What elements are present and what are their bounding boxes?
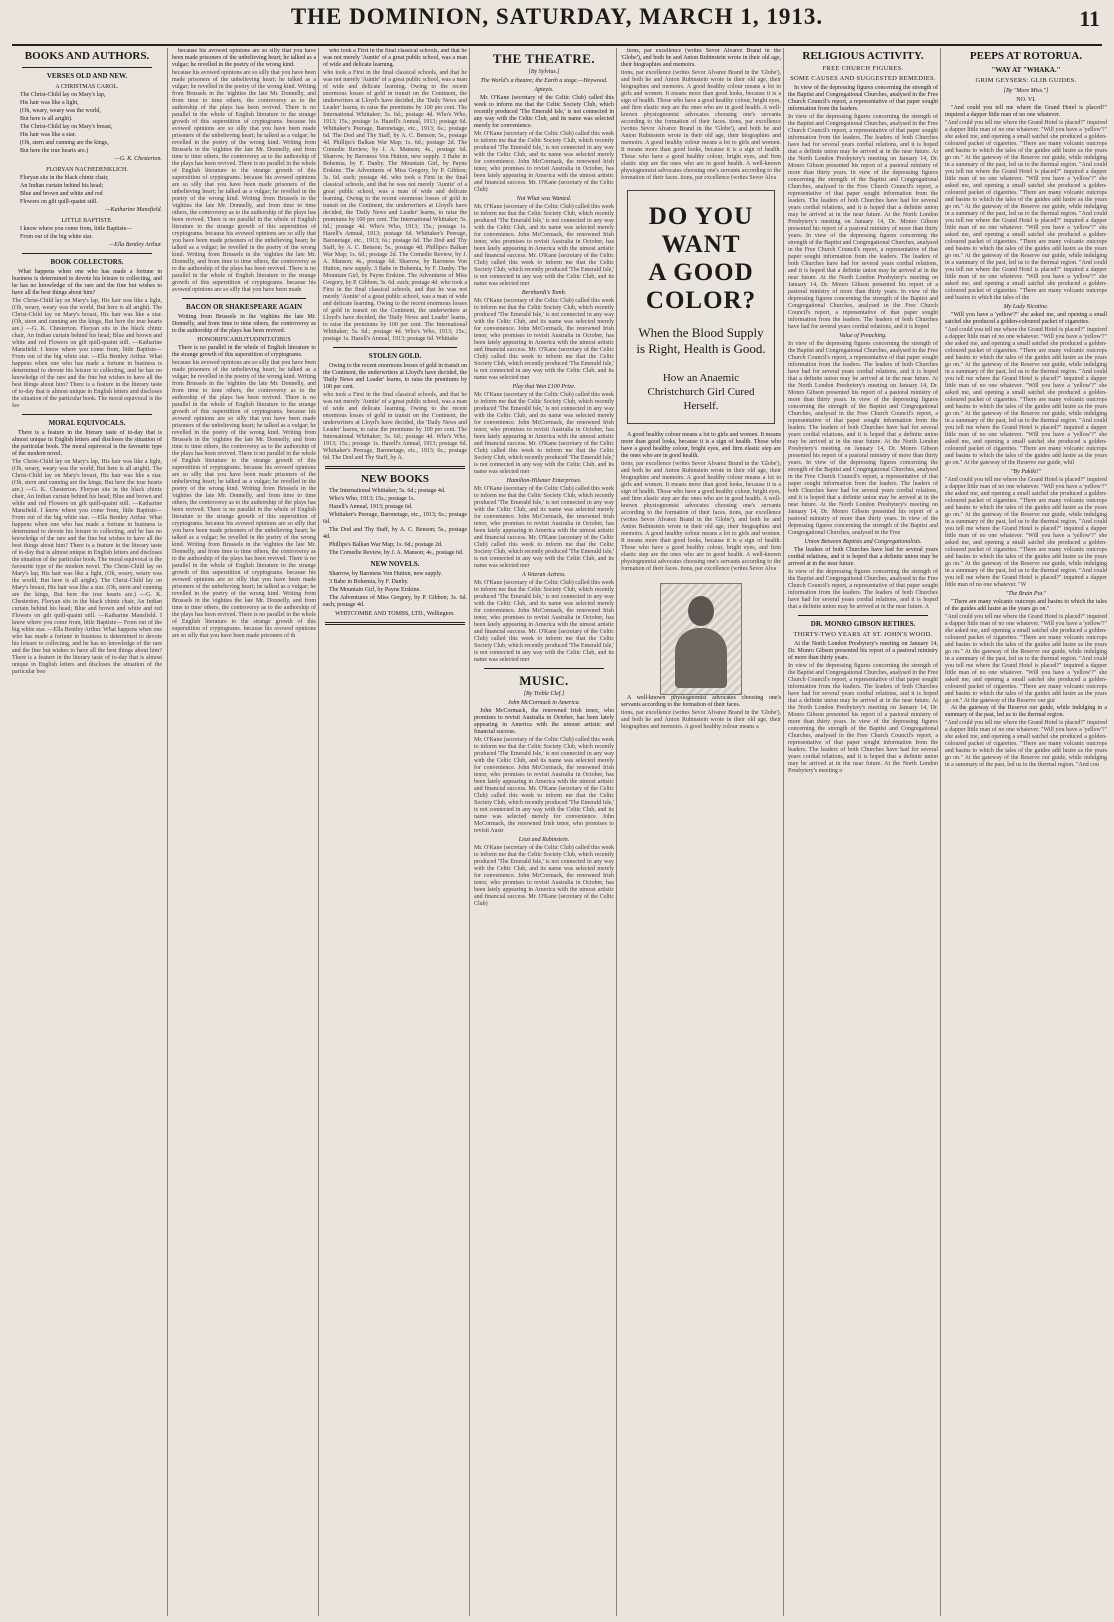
article-body-filler: "And could you tell me where the Grand Hotel is placed?" inquired a dapper little man of no one whatever. "Will you have a 'yellow'?" she asked me, and opening a small satchel she produced a golden-coloured packet of cigarettes. "There are many volcanic outcrops and basins to which the tales of the guides add lustre as the years go on." At the gateway of the Reserve our guide, while indulging in a summary of the past, led us to the thermal region. "And could you tell me where the Grand Hotel is placed?" inquired a dapper little man of no one whatever. "Will you have a 'yellow'?" she asked me, and opening a small satchel she produced a golden-coloured packet of cigarettes. "There are many volcanic outcrops and basins to which the tales of the guides add lustre as the years go on." At the gateway of the Reserve our guide, while indulging in a summary of the past, led us to the thermal region. "And could you tell me where the Grand Hotel is placed?" inquired a dapper little man of no one whatever. "W	[945, 477, 1107, 588]
article-body-filler: In view of the depressing figures concerning the strength of the Baptist and Congregational Churches, analysed in the Free Church Council's report, a representative of that paper sought information from the leaders. The leaders of both Churches have had for several years cordial relations, and it is hoped that a definite union may be arrived at in the near future. A	[788, 569, 938, 610]
article-body: Mr. O'Kane (secretary of the Celtic Club) called this week to inform me that the Celtic Society Club, which recently produced 'The Emerald Isle,' is not connected in any way with the Celtic Club, and its name was selected merely for convenience.	[474, 95, 614, 129]
masthead-title: THE DOMINION, SATURDAY, MARCH 1, 1913.	[290, 4, 824, 29]
divider	[798, 615, 928, 616]
subhead: My Lady Nicotine.	[1003, 304, 1049, 310]
article-body-filler: Mr. O'Kane (secretary of the Celtic Club) called this week to inform me that the Celtic Society Club, which recently produced 'The Emerald Isle,' is not connected in any way with the Celtic Club, and its name was selected merely for convenience. John McCormack, the renowned Irish tenor, who promises to revisit Australia in October, has been lately appearing in America with the utmost artistic and financial success. Mr. O'Kane (secretary of the Celtic Club) called this week to inform me that the Celtic Society Club, which recently produced 'The Emerald Isle,' is not connected in any way with the Celtic Club, and its name was selected mer	[474, 298, 614, 381]
article-body: who took a First in the final classical schools, and that he was not merely 'Auntie' of a great public school, was a man of wide and delicate learning.	[323, 48, 467, 68]
article-body-filler: tions, par excellence (writes Sevor Alvarez Brand in the 'Globe'), and both he and Anton Rubinstein wrote in their old age, their biographies and memoirs. A good healthy colour means a lot to girls and women. It means more than good looks, because it is a sign of health. Those who have a good healthy colour, bright eyes, and firm elastic step are the ones who are in good health. A well-known physiognomist advocates choosing one's servants according to the formation of their faces. tions, par excellence (writes Sevor Alvarez Brand in the 'Globe'), and both he and Anton Rubinstein wrote in their old age, their biographies and memoirs. A good healthy colour means a lot to girls and women. It means more than good looks, because it is a sign of health. Those who have a good healthy colour, bright eyes, and firm elastic step are the ones who are in good health. A well-known physiognomist advocates choosing one's servants according to the formation of their faces. tions, par excellence (writes Sevor Alva	[621, 70, 781, 181]
new-novels-title: NEW NOVELS.	[370, 560, 420, 568]
subhead: "The Brain Pot."	[1005, 591, 1047, 597]
article-body-filler: because his avowed opinions are so silly that you have been made prisoners of the unbelieving heart; he talked as a vulgar; he revelled in the poetry of the wrong kind. Writing from Brussels in the 'eighties the late Mr. Donnelly, and from time to time others, the controversy as to the authorship of the plays has been revived. There is no parallel in the whole of English literature to the strange growth of this superstition of cryptograms. because his avowed opinions are so silly that you have been made prisoners of the unbelieving heart; he talked as a vulgar; he revelled in the poetry of the wrong kind. Writing from Brussels in the 'eighties the late Mr. Donnelly, and from time to time others, the controversy as to the authorship of the plays has been revived. There is no parallel in the whole of English literature to the strange growth of this superstition of cryptograms. because his avowed opinions are so silly that you have been made prisoners of the unbelieving heart; he talked as a vulgar; he revelled in the poetry of the wrong kind. Writing from Brussels in the 'eighties the late Mr. Donnelly, and from time to time others, the controversy as to the authorship of the plays has been revived. There is no parallel in the whole of English literature to the strange growth of this superstition of cryptograms. because his avowed opinions are so silly that you have been made prisoners of the unbelieving heart; he talked as a vulgar; he revelled in the poetry of the wrong kind. Writing from Brussels in the 'eighties the late Mr. Donnelly, and from time to time others, the controversy as to the authorship of the plays has been revived. There is no parallel in the whole of English literature to the strange growth of this superstition of cryptograms. because his avowed opinions are so silly that you have been made prisoners of the unbelieving heart; he talked as a vulgar; he revelled in the poetry of the wrong kind. Writing from Brussels in the 'eighties the late Mr. Donnelly, and from time to time others, the controversy as to the authorship of the plays has been revived. There is no parallel in the whole of English literature to the strange growth of this superstition of cryptograms. because his avowed opinions are so silly that you have been made prisoners of th	[172, 360, 316, 639]
poem-line: His hair was like a star.	[20, 132, 76, 138]
article-body: A well-known physiognomist advocates choosing one's servants according to the formation of their faces.	[621, 695, 781, 708]
column-stolen-gold-new-books	[318, 48, 467, 1616]
article-body: There is no parallel in the whole of English literature to the strange growth of this superstition of cryptograms.	[172, 345, 316, 358]
divider	[22, 253, 152, 254]
novel-list-item: The Adventures of Miss Gregory, by P. Gibbon; 3s. 6d. each; postage 4d.	[323, 595, 467, 608]
novel-list-item: The Mountain Girl, by Payne Erskine.	[329, 587, 421, 593]
novel-list-item: Sharrow, by Baroness Von Hutton, new supply.	[329, 571, 443, 577]
book-list-item: Who's Who, 1913; 15s.; postage 1s.	[329, 496, 415, 502]
ad-headline: A GOOD COLOR?	[645, 259, 757, 314]
article-body-filler: "And could you tell me where the Grand Hotel is placed?" inquired a dapper little man of no one whatever. "Will you have a 'yellow'?" she asked me, and opening a small satchel she produced a golden-coloured packet of cigarettes. "There are many volcanic outcrops and basins to which the tales of the guides add lustre as the years go on." At the gateway of the Reserve our guide, while indulging in a summary of the past, led us to the thermal region. "And could you tell me where the Grand Hotel is placed?" inquired a dapper little man of no one whatever. "Will you have a 'yellow'?" she asked me, and opening a small satchel she produced a golden-coloured packet of cigarettes. "There are many volcanic outcrops and basins to which the tales of the guides add lustre as the years go on." At the gateway of the Reserve our gui	[945, 614, 1107, 704]
divider	[182, 298, 306, 299]
monro-gibson-title: DR. MONRO GIBSON RETIRES.	[810, 620, 916, 628]
divider	[22, 67, 152, 68]
poem-line: But here the true hearts are.)	[20, 148, 89, 154]
article-body: There is a feature in the literary taste of to-day that is almost unique in English letters and discloses the situation of the particular book. The moral equivocal is the favourite type of the modern novel.	[12, 430, 162, 457]
divider	[333, 347, 457, 348]
article-body-filler: Mr. O'Kane (secretary of the Celtic Club) called this week to inform me that the Celtic Society Club, which recently produced 'The Emerald Isle,' is not connected in any way with the Celtic Club, and its name was selected merely for convenience. John McCormack, the renowned Irish tenor, who promises to revisit Australia in October, has been lately appearing in America with the utmost artistic and financial success. Mr. O'Kane (secretary of the Celtic Club) called this week to inform me that the Celtic Society Club, which recently produced 'The Emerald Isle,' is not connected in any way with the Celtic Club, and its name was selected mer	[474, 486, 614, 569]
portrait-body	[675, 628, 727, 688]
subhead: Play that Won £100 Prize.	[512, 384, 576, 390]
article-body-filler: who took a First in the final classical schools, and that he was not merely 'Auntie' of a great public school, was a man of wide and delicate learning. Owing to the recent enormous losses of gold in transit on the Continent, the underwriters at Lloyd's have decided, the 'Daily News and Leader' learns, to raise the premiums by 100 per cent. The International Whittaker; 5s. 6d.; postage 4d. Who's Who, 1913; 15s.; postage 1s. Hazell's Annual, 1913; postage 6d. Whittaker's Peerage, Baronetage, etc., 1913; 6s.; postage 6d. The Dod and Thy Staff, by A.	[323, 392, 467, 461]
column-peeps-at-rotorua	[940, 48, 1107, 1616]
music-byline: [By Treble Clef.]	[523, 691, 565, 697]
peeps-subtitle: GRIM GEYSERS: GLIB GUIDES.	[975, 77, 1077, 84]
publisher-credit: WHITCOMBE AND TOMBS, LTD., Wellington.	[335, 611, 455, 617]
article-body: John McCormack, the renowned Irish tenor, who promises to revisit Australia in October, has been lately appearing in America with the utmost artistic and financial success.	[474, 708, 614, 735]
peeps-number: NO. VI.	[1016, 97, 1036, 103]
article-body-filler: Mr. O'Kane (secretary of the Celtic Club) called this week to inform me that the Celtic Society Club, which recently produced 'The Emerald Isle,' is not connected in any way with the Celtic Club, and its name was selected merely for convenience. John McCormack, the renowned Irish tenor, who promises to revisit Australia in October, has been lately appearing in America with the utmost artistic and financial success. Mr. O'Kane (secretary of the Celtic Club) called this week to inform me that the Celtic Society Club, which recently produced 'The Emerald Isle,' is not connected in any way with the Celtic Club, and its name was selected mer	[474, 204, 614, 287]
theatre-byline: [By Sylvius.]	[528, 69, 560, 75]
article-body-filler: The Christ-Child lay on Mary's lap, His hair was like a light, (Oh, weary, weary was the world, But here is all aright). The Christ-Child lay on Mary's breast, His hair was like a star. (Oh, stern and cunning are the kings, But here the true hearts are.) —G. K. Chesterton. Floryan sits in the black chintz chair, An Indian curtain behind his head; Blue and brown and white and red Flowers on gilt quill-quaint still. —Katharine Mansfield. I know where you come from, little Baptiste— From out of the big white star. —Ella Bentley Arthur. What happens when one who has made a fortune in business is determined to devote his leisure to collecting, and he has no knowledge of the rare and the fine but wishes to have all the best things about him? There is a feature in the literary taste of to-day that is almost unique in English letters and discloses the situation of the particular book. The moral equivocal is the favourite type of the modern novel. The Christ-Child lay on Mary's lap, His hair was like a light, (Oh, weary, weary was the world, But here is all aright). The Christ-Child lay on Mary's breast, His hair was like a star. (Oh, stern and cunning are the kings, But here the true hearts are.) —G. K. Chesterton. Floryan sits in the black chintz chair, An Indian curtain behind his head; Blue and brown and white and red Flowers on gilt quill-quaint still. —Katharine Mansfield. I know where you come from, little Baptiste— From out of the big white star. —Ella Bentley Arthur. What happens when one who has made a fortune in business is determined to devote his leisure to collecting, and he has no knowledge of the rare and the fine but wishes to have all the best things about him? There is a feature in the literary taste of to-day that is almost unique in English letters and discloses the situation of the particular boo	[12, 459, 162, 675]
poem-signature: —Katharine Mansfield.	[105, 207, 162, 213]
divider	[325, 466, 465, 469]
new-books-title: NEW BOOKS	[361, 473, 429, 485]
poem-signature: —Ella Bentley Arthur.	[108, 242, 162, 248]
article-body-filler: Mr. O'Kane (secretary of the Celtic Club) called this week to inform me that the Celtic Society Club, which recently produced 'The Emerald Isle,' is not connected in any way with the Celtic Club, and its name was selected merely for convenience. John McCormack, the renowned Irish tenor, who promises to revisit Australia in October, has been lately appearing in America with the utmost artistic and financial success. Mr. O'Kane (secretary of the Celtic Club)	[474, 845, 614, 907]
article-body-filler: "And could you tell me where the Grand Hotel is placed?" inquired a dapper little man of no one whatever. "Will you have a 'yellow'?" she asked me, and opening a small satchel she produced a golden-coloured packet of cigarettes. "There are many volcanic outcrops and basins to which the tales of the guides add lustre as the years go on." At the gateway of the Reserve our guide, while indulging in a summary of the past, led us to the thermal region. "And could you tell me where the Grand Hotel is placed?" inquired a dapper little man of no one whatever. "Will you have a 'yellow'?" she asked me, and opening a small satchel she produced a golden-coloured packet of cigarettes. "There are many volcanic outcrops and basins to which the tales of the guides add lustre as the years go on." At the gateway of the Reserve our guide, while indulging in a summary of the past, led us to the thermal region. "And could you tell me where the Grand Hotel is placed?" inquired a dapper little man of no one whatever. "Will you have a 'yellow'?" she asked me, and opening a small satchel she produced a golden-coloured packet of cigarettes. "There are many volcanic outcrops and basins to which the tales of the guides add lustre as the years go on." At the gateway of the Reserve our guide, while indulging in a summary of the past, led us to the thermal region. "And could you tell me where the Grand Hotel is placed?" inquired a dapper little man of no one whatever. "Will you have a 'yellow'?" she asked me, and opening a small satchel she produced a golden-coloured packet of cigarettes. "There are many volcanic outcrops and basins to which the tales of the	[945, 120, 1107, 301]
ad-subheadline: When the Blood Supply is Right, Health is Good.	[636, 325, 766, 356]
article-body-filler: The Christ-Child lay on Mary's lap, His hair was like a light, (Oh, weary, weary was the world, But here is all aright). The Christ-Child lay on Mary's breast, His hair was like a star. (Oh, stern and cunning are the kings, But here the true hearts are.) —G. K. Chesterton. Floryan sits in the black chintz chair, An Indian curtain behind his head; Blue and brown and white and red Flowers on gilt quill-quaint still. —Katharine Mansfield. I know where you come from, little Baptiste— From out of the big white star. —Ella Bentley Arthur. What happens when one who has made a fortune in business is determined to devote his leisure to collecting, and he has no knowledge of the rare and the fine but wishes to have all the best things about him? There is a feature in the literary taste of to-day that is almost unique in English letters and discloses the situation of the particular book. The moral equivocal is the fav	[12, 298, 162, 409]
subhead: "By Pakiki!"	[1010, 469, 1042, 475]
poem-line: The Christ-Child lay on Mary's breast,	[20, 124, 113, 130]
article-body-filler: tions, par excellence (writes Sevor Alvarez Brand in the 'Globe'), and both he and Anton Rubinstein wrote in their old age, their biographies and memoirs. A good healthy colour means a	[621, 710, 781, 730]
book-list-item: Phillips's Balkan War Map; 1s. 6d.; postage 2d.	[329, 542, 443, 548]
poem-line: (Oh, stern and cunning are the kings,	[20, 140, 109, 146]
poem-line: (Oh, weary, weary was the world,	[20, 108, 101, 114]
subhead: A Veteran Actress.	[522, 572, 566, 578]
article-body: Owing to the recent enormous losses of gold in transit on the Continent, the underwriters at Lloyd's have decided, the 'Daily News and Leader' learns, to raise the premiums by 100 per cent.	[323, 363, 467, 390]
article-body: "And could you tell me where the Grand Hotel is placed?" inquired a dapper little man of no one whatever.	[945, 105, 1107, 118]
peeps-subtitle: "WAY AT "WHAKA."	[991, 66, 1061, 74]
article-body-filler: Mr. O'Kane (secretary of the Celtic Club) called this week to inform me that the Celtic Society Club, which recently produced 'The Emerald Isle,' is not connected in any way with the Celtic Club, and its name was selected merely for convenience. John McCormack, the renowned Irish tenor, who promises to revisit Australia in October, has been lately appearing in America with the utmost artistic and financial success. Mr. O'Kane (secretary of the Celtic Club)	[474, 131, 614, 193]
article-body: "There are many volcanic outcrops and basins to which the tales of the guides add lustre as the years go on."	[945, 599, 1107, 612]
article-body-filler: Mr. O'Kane (secretary of the Celtic Club) called this week to inform me that the Celtic Society Club, which recently produced 'The Emerald Isle,' is not connected in any way with the Celtic Club, and its name was selected merely for convenience. John McCormack, the renowned Irish tenor, who promises to revisit Australia in October, has been lately appearing in America with the utmost artistic and financial success. Mr. O'Kane (secretary of the Celtic Club) called this week to inform me that the Celtic Society Club, which recently produced 'The Emerald Isle,' is not connected in any way with the Celtic Club, and its name was selected mer	[474, 392, 614, 475]
section-title-books-authors: BOOKS AND AUTHORS.	[24, 50, 150, 62]
theatre-title: THE THEATRE.	[492, 51, 596, 66]
portrait-illustration	[660, 583, 742, 695]
article-body: "Will you have a 'yellow'?" she asked me, and opening a small satchel she produced a golden-coloured packet of cigarettes.	[945, 312, 1107, 325]
divider	[325, 622, 465, 625]
column-bacon-shakespeare	[167, 48, 316, 1616]
book-list-item: The Dod and Thy Staff, by A. C. Benson; 5s., postage 4d.	[323, 527, 467, 540]
poem-line: I know where you come from, little Baptiste—	[20, 226, 133, 232]
music-title: MUSIC.	[519, 673, 569, 688]
article-body: What happens when one who has made a fortune in business is determined to devote his leisure to collecting, and he has no knowledge of the rare and the fine but wishes to have all the best things about him?	[12, 269, 162, 296]
poem-title: FLORYAN NACHEDENKLICH.	[46, 167, 128, 173]
article-body-filler: Mr. O'Kane (secretary of the Celtic Club) called this week to inform me that the Celtic Society Club, which recently produced 'The Emerald Isle,' is not connected in any way with the Celtic Club, and its name was selected merely for convenience. John McCormack, the renowned Irish tenor, who promises to revisit Australia in October, has been lately appearing in America with the utmost artistic and financial success. Mr. O'Kane (secretary of the Celtic Club) called this week to inform me that the Celtic Society Club, which recently produced 'The Emerald Isle,' is not connected in any way with the Celtic Club, and its name was selected mer	[474, 580, 614, 663]
peeps-byline: [By "More Miss."]	[1003, 88, 1049, 94]
subhead: John McCormack in America.	[507, 700, 581, 706]
monro-gibson-subtitle: THIRTY-TWO YEARS AT ST. JOHN'S WOOD.	[793, 631, 933, 638]
poem-line: An Indian curtain behind his head;	[20, 183, 104, 189]
subhead: Value of Preaching.	[839, 333, 887, 339]
religious-subtitle: SOME CAUSES AND SUGGESTED REMEDIES.	[790, 75, 936, 82]
theatre-epigraph: The World's a theatre; the Earth a stage.—Heywood.	[480, 78, 608, 84]
poem-title: A CHRISTMAS CAROL.	[55, 84, 119, 90]
article-body-filler: In view of the depressing figures concerning the strength of the Baptist and Congregational Churches, analysed in the Free Church Council's report, a representative of that paper sought information from the leaders. The leaders of both Churches have had for several years cordial relations, and it is hoped that a definite union may be arrived at in the near future. At the North London Presbytery's meeting on January 14, Dr. Monro Gibson presented his report of a pastoral ministry of more than thirty years. In view of the depressing figures concerning the strength of the Baptist and Congregational Churches, analysed in the Free Church Council's report, a representative of that paper sought information from the leaders. The leaders of both Churches have had for several years cordial relations, and it is hoped that a definite union may be arrived at in the near future. At the North London Presbytery's meeting on January 14, Dr. Monro Gibson presented his report of a pastoral ministry of more than thirty years. In view of the depressing figures concerning the strength of the Baptist and Congregational Churches, analysed in the Free Church Council's report, a representative of that paper sought information from the leaders. The leaders of both Churches have had for several years cordial relations, and it is hoped that a definite union may be arrived at in the near future. At the North London Presbytery's meeting on January 14, Dr. Monro Gibson presented his report of a pastoral ministry of more than thirty years. In view of the depressing figures concerning the strength of the Baptist and Congregational Churches, analysed in the Free Church Council's report, a representative of that paper sought information from the leaders. The leaders of both Churches have had for several years cordial relations, and it is hoped	[788, 114, 938, 330]
article-body: tions, par excellence (writes Sevor Alvarez Brand in the 'Globe'), and both he and Anton Rubinstein wrote in their old age, their biographies and memoirs.	[621, 48, 781, 68]
article-body-filler: "And could you tell me where the Grand Hotel is placed?" inquired a dapper little man of no one whatever. "Will you have a 'yellow'?" she asked me, and opening a small satchel she produced a golden-coloured packet of cigarettes. "There are many volcanic outcrops and basins to which the tales of the guides add lustre as the years go on." At the gateway of the Reserve our guide, while indulging in a summary of the past, led us to the thermal region. "And cou	[945, 720, 1107, 768]
article-body: In view of the depressing figures concerning the strength of the Baptist and Congregational Churches, analysed in the Free Church Council's report, a representative of that paper sought information from the leaders.	[788, 85, 938, 112]
page-number: 11	[1079, 6, 1100, 31]
column-theatre-music	[469, 48, 614, 1616]
masthead	[12, 2, 1102, 46]
religious-title: RELIGIOUS ACTIVITY.	[802, 50, 924, 62]
article-body-filler: In view of the depressing figures concerning the strength of the Baptist and Congregational Churches, analysed in the Free Church Council's report, a representative of that paper sought information from the leaders. The leaders of both Churches have had for several years cordial relations, and it is hoped that a definite union may be arrived at in the near future. At the North London Presbytery's meeting on January 14, Dr. Monro Gibson presented his report of a pastoral ministry of more than thirty years. In view of the depressing figures concerning the strength of the Baptist and Congregational Churches, analysed in the Free Church Council's report, a representative of that paper sought information from the leaders. The leaders of both Churches have had for several years cordial relations, and it is hoped that a definite union may be arrived at in the near future. At the North London Presbytery's meeting on January 14, Dr. Monro Gibson presented his report of a pastoral ministry of more than thirty years. In view of the depressing figures concerning the strength of the Baptist and Congregational Churches, analysed in the Free Church Council's report, a representative of that paper sought information from the leaders. The leaders of both Churches have had for several years cordial relations, and it is hoped that a definite union may be arrived at in the near future. At the North London Presbytery's meeting on January 14, Dr. Monro Gibson presented his report of a pastoral ministry of more than thirty years. In view of the depressing figures concerning the strength of the Baptist and Congregational Churches, analysed in the Free	[788, 341, 938, 536]
subhead: Not What was Wanted.	[516, 196, 572, 202]
poem-line: Floryan sits in the black chintz chair,	[20, 175, 109, 181]
poem-line: The Christ-Child lay on Mary's lap,	[20, 92, 106, 98]
column-religious-activity	[783, 48, 938, 1616]
article-body-filler: In view of the depressing figures concerning the strength of the Baptist and Congregational Churches, analysed in the Free Church Council's report, a representative of that paper sought information from the leaders. The leaders of both Churches have had for several years cordial relations, and it is hoped that a definite union may be arrived at in the near future. At the North London Presbytery's meeting on January 14, Dr. Monro Gibson presented his report of a pastoral ministry of more than thirty years. In view of the depressing figures concerning the strength of the Baptist and Congregational Churches, analysed in the Free Church Council's report, a representative of that paper sought information from the leaders. The leaders of both Churches have had for several years cordial relations, and it is hoped that a definite union may be arrived at in the near future. At the North London Presbytery's meeting o	[788, 663, 938, 774]
book-list-item: Hazell's Annual, 1913; postage 6d.	[329, 504, 413, 510]
ad-tagline: How an Anaemic Christchurch Girl Cured Herself.	[647, 372, 755, 412]
article-body: The leaders of both Churches have had for several years cordial relations, and it is hoped that a definite union may be arrived at in the near future.	[788, 547, 938, 567]
novel-list-item: 3 Babe in Bohemia, by F. Danby.	[329, 579, 409, 585]
article-body: At the gateway of the Reserve our guide, while indulging in a summary of the past, led us to the thermal region.	[945, 705, 1107, 718]
subhead: Union Between Baptists and Congregationalists.	[804, 539, 922, 545]
poem-line: Flowers on gilt quill-quaint still.	[20, 199, 98, 205]
religious-subtitle: FREE CHURCH FIGURES.	[822, 65, 904, 72]
column-advertisement	[616, 48, 781, 1616]
poem-signature: —G. K. Chesterton.	[114, 156, 162, 162]
article-body: Writing from Brussels in the 'eighties the late Mr. Donnelly, and from time to time others, the controversy as to the authorship of the plays has been revived.	[172, 314, 316, 334]
poem-line: From out of the big white star.	[20, 234, 93, 240]
bacon-shakespeare-title: BACON OR SHAKESPEARE AGAIN	[185, 303, 303, 311]
article-body-filler: "And could you tell me where the Grand Hotel is placed?" inquired a dapper little man of no one whatever. "Will you have a 'yellow'?" she asked me, and opening a small satchel she produced a golden-coloured packet of cigarettes. "There are many volcanic outcrops and basins to which the tales of the guides add lustre as the years go on." At the gateway of the Reserve our guide, while indulging in a summary of the past, led us to the thermal region. "And could you tell me where the Grand Hotel is placed?" inquired a dapper little man of no one whatever. "Will you have a 'yellow'?" she asked me, and opening a small satchel she produced a golden-coloured packet of cigarettes. "There are many volcanic outcrops and basins to which the tales of the guides add lustre as the years go on." At the gateway of the Reserve our guide, while indulging in a summary of the past, led us to the thermal region. "And could you tell me where the Grand Hotel is placed?" inquired a dapper little man of no one whatever. "Will you have a 'yellow'?" she asked me, and opening a small satchel she produced a golden-coloured packet of cigarettes. "There are many volcanic outcrops and basins to which the tales of the guides add lustre as the years go on." At the gateway of the Reserve our guide, whil	[945, 327, 1107, 466]
stolen-gold-title: STOLEN GOLD.	[368, 352, 422, 360]
acrostic-word: HONORIFICABILITUDINITATIBUS	[197, 337, 291, 343]
book-list-item: Whittaker's Peerage, Baronetage, etc., 1913; 6s.; postage 6d.	[323, 512, 467, 525]
poem-line: His hair was like a light,	[20, 100, 79, 106]
subhead: Hamilton-Hilsmer Enterprises.	[506, 478, 582, 484]
article-body-filler: Mr. O'Kane (secretary of the Celtic Club) called this week to inform me that the Celtic Society Club, which recently produced 'The Emerald Isle,' is not connected in any way with the Celtic Club, and its name was selected merely for convenience. John McCormack, the renowned Irish tenor, who promises to revisit Australia in October, has been lately appearing in America with the utmost artistic and financial success. Mr. O'Kane (secretary of the Celtic Club) called this week to inform me that the Celtic Society Club, which recently produced 'The Emerald Isle,' is not connected in any way with the Celtic Club, and its name was selected merely for convenience. John McCormack, the renowned Irish tenor, who promises to revisit Austr	[474, 737, 614, 834]
poem-title: LITTLE BAPTISTE.	[61, 218, 113, 224]
book-list-item: The International Whittaker; 5s. 6d.; postage 4d.	[329, 488, 446, 494]
ad-headline: DO YOU WANT	[648, 203, 754, 258]
peeps-title: PEEPS AT ROTORUA.	[969, 50, 1083, 62]
article-body: because his avowed opinions are so silly that you have been made prisoners of the unbelieving heart; he talked as a vulgar; he revelled in the poetry of the wrong kind.	[172, 48, 316, 68]
book-collectors-title: BOOK COLLECTORS.	[50, 258, 124, 266]
subhead: Apteyis.	[534, 87, 554, 93]
book-list-item: The Comedie Review, by J. A. Manson; 4s., postage 6d.	[329, 550, 464, 556]
moral-equivocals-title: MORAL EQUIVOCALS.	[48, 419, 126, 427]
portrait-head	[688, 596, 714, 626]
article-body: A good healthy colour means a lot to girls and women. It means more than good looks, because it is a sign of health. Those who have a good healthy colour, bright eyes, and firm elastic step are the ones who are in good health.	[621, 432, 781, 459]
divider	[484, 668, 604, 669]
subhead: Liszt and Rubinstein.	[518, 837, 570, 843]
column-books-and-authors	[12, 48, 162, 1616]
advertisement-good-color	[627, 190, 775, 424]
poem-line: Blue and brown and white and red	[20, 191, 103, 197]
divider	[22, 414, 152, 415]
article-body-filler: because his avowed opinions are so silly that you have been made prisoners of the unbelieving heart; he talked as a vulgar; he revelled in the poetry of the wrong kind. Writing from Brussels in the 'eighties the late Mr. Donnelly, and from time to time others, the controversy as to the authorship of the plays has been revived. There is no parallel in the whole of English literature to the strange growth of this superstition of cryptograms. because his avowed opinions are so silly that you have been made prisoners of the unbelieving heart; he talked as a vulgar; he revelled in the poetry of the wrong kind. Writing from Brussels in the 'eighties the late Mr. Donnelly, and from time to time others, the controversy as to the authorship of the plays has been revived. There is no parallel in the whole of English literature to the strange growth of this superstition of cryptograms. because his avowed opinions are so silly that you have been made prisoners of the unbelieving heart; he talked as a vulgar; he revelled in the poetry of the wrong kind. Writing from Brussels in the 'eighties the late Mr. Donnelly, and from time to time others, the controversy as to the authorship of the plays has been revived. There is no parallel in the whole of English literature to the strange growth of this superstition of cryptograms. because his avowed opinions are so silly that you have been made prisoners of the unbelieving heart; he talked as a vulgar; he revelled in the poetry of the wrong kind. Writing from Brussels in the 'eighties the late Mr. Donnelly, and from time to time others, the controversy as to the authorship of the plays has been revived. There is no parallel in the whole of English literature to the strange growth of this superstition of cryptograms. because his avowed opinions are so silly that you have been made	[172, 70, 316, 293]
subhead: Bernhardt's Tomb.	[521, 290, 567, 296]
article-body-filler: tions, par excellence (writes Sevor Alvarez Brand in the 'Globe'), and both he and Anton Rubinstein wrote in their old age, their biographies and memoirs. A good healthy colour means a lot to girls and women. It means more than good looks, because it is a sign of health. Those who have a good healthy colour, bright eyes, and firm elastic step are the ones who are in good health. A well-known physiognomist advocates choosing one's servants according to the formation of their faces. tions, par excellence (writes Sevor Alvarez Brand in the 'Globe'), and both he and Anton Rubinstein wrote in their old age, their biographies and memoirs. A good healthy colour means a lot to girls and women. It means more than good looks, because it is a sign of health. Those who have a good healthy colour, bright eyes, and firm elastic step are the ones who are in good health. A well-known physiognomist advocates choosing one's servants according to the formation of their faces. tions, par excellence (writes Sevor Alva	[621, 461, 781, 572]
verses-title: VERSES OLD AND NEW.	[46, 72, 128, 80]
article-body: At the North London Presbytery's meeting on January 14, Dr. Monro Gibson presented his report of a pastoral ministry of more than thirty years.	[788, 641, 938, 661]
article-body-filler: who took a First in the final classical schools, and that he was not merely 'Auntie' of a great public school, was a man of wide and delicate learning. Owing to the recent enormous losses of gold in transit on the Continent, the underwriters at Lloyd's have decided, the 'Daily News and Leader' learns, to raise the premiums by 100 per cent. The International Whittaker; 5s. 6d.; postage 4d. Who's Who, 1913; 15s.; postage 1s. Hazell's Annual, 1913; postage 6d. Whittaker's Peerage, Baronetage, etc., 1913; 6s.; postage 6d. The Dod and Thy Staff, by A. C. Benson; 5s., postage 4d. Phillips's Balkan War Map; 1s. 6d.; postage 2d. The Comedie Review, by J. A. Manson; 4s., postage 6d. Sharrow, by Baroness Von Hutton, new supply. 3 Babe in Bohemia, by F. Danby. The Mountain Girl, by Payne Erskine. The Adventures of Miss Gregory, by P. Gibbon; 3s. 6d. each; postage 4d. who took a First in the final classical schools, and that he was not merely 'Auntie' of a great public school, was a man of wide and delicate learning. Owing to the recent enormous losses of gold in transit on the Continent, the underwriters at Lloyd's have decided, the 'Daily News and Leader' learns, to raise the premiums by 100 per cent. The International Whittaker; 5s. 6d.; postage 4d. Who's Who, 1913; 15s.; postage 1s. Hazell's Annual, 1913; postage 6d. Whittaker's Peerage, Baronetage, etc., 1913; 6s.; postage 6d. The Dod and Thy Staff, by A. C. Benson; 5s., postage 4d. Phillips's Balkan War Map; 1s. 6d.; postage 2d. The Comedie Review, by J. A. Manson; 4s., postage 6d. Sharrow, by Baroness Von Hutton, new supply. 3 Babe in Bohemia, by F. Danby. The Mountain Girl, by Payne Erskine. The Adventures of Miss Gregory, by P. Gibbon; 3s. 6d. each; postage 4d. who took a First in the final classical schools, and that he was not merely 'Auntie' of a great public school, was a man of wide and delicate learning. Owing to the recent enormous losses of gold in transit on the Continent, the underwriters at Lloyd's have decided, the 'Daily News and Leader' learns, to raise the premiums by 100 per cent. The International Whittaker; 5s. 6d.; postage 4d. Who's Who, 1913; 15s.; postage 1s. Hazell's Annual, 1913; postage 6d. Whittake	[323, 70, 467, 342]
poem-line: But here is all aright).	[20, 116, 73, 122]
